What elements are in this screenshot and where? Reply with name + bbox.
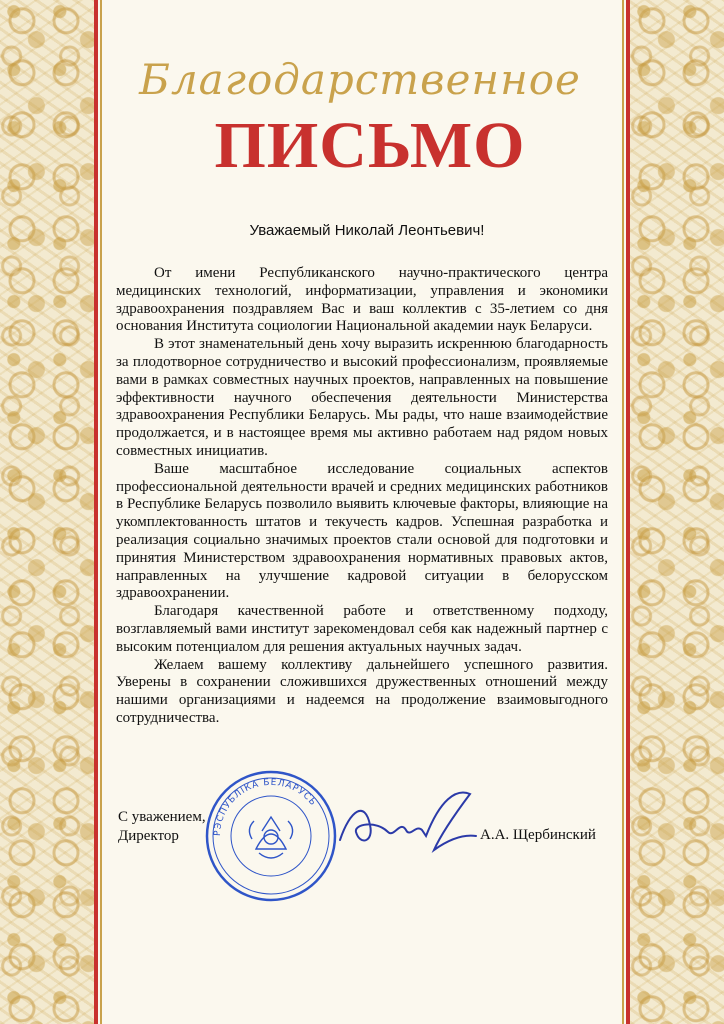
title-main: ПИСЬМО xyxy=(214,109,526,182)
letter-body xyxy=(116,265,608,728)
closing-block xyxy=(118,808,206,846)
stamp-outer-text: РЭСПУБЛІКА БЕЛАРУСЬ xyxy=(212,777,319,837)
paragraph: Желаем вашему коллективу дальнейшего успешного развития. Уверены в сохранении сложившихся дружественных отношений между нашими организациями и надеемся на продолжение взаимовыгодного сотрудничества. xyxy=(116,656,608,726)
paragraph: Ваше масштабное исследование социальных аспектов профессиональной деятельности врачей и средних медицинских работников в Республике Беларусь позволило выявить ключевые факторы, влияющие на укомплектованность штатов и текучесть кадров. Успешная разработка и реализация социально значимых проектов стали основой для подготовки и принятия Министерством здравоохранения нормативных правовых актов, направленных на улучшение кадровой ситуации в белорусском здравоохранении. xyxy=(116,460,608,602)
ornamental-border-right xyxy=(630,0,724,1024)
paragraph: Благодаря качественной работе и ответственному подходу, возглавляемый вами институт зарекомендовал себя как надежный партнер с высоким потенциалом для решения актуальных научных задач. xyxy=(116,603,608,655)
paragraph: От имени Республиканского научно-практического центра медицинских технологий, информатизации, управления и экономики здравоохранения поздравляем Вас и ваш коллектив с 35-летием со дня основания Института социологии Национальной академии наук Беларуси. xyxy=(116,265,608,335)
title-script: Благодарственное xyxy=(139,55,581,104)
closing-position: Директор xyxy=(118,828,179,844)
gold-rule-left xyxy=(100,0,102,1024)
red-rule-left xyxy=(94,0,98,1024)
ornamental-border-left xyxy=(0,0,94,1024)
official-stamp xyxy=(204,769,338,903)
gold-rule-right xyxy=(622,0,624,1024)
paragraph: В этот знаменательный день хочу выразить искреннюю благодарность за плодотворное сотрудничество и высокий профессионализм, проявляемые вами в рамках совместных научных проектов, направленных на повышение эффективности научного обеспечения деятельности Министерства здравоохранения Республики Беларусь. Мы рады, что наше взаимодействие продолжается, и в настоящее время мы активно работаем над рядом новых совместных инициатив. xyxy=(116,336,608,459)
signer-name: А.А. Щербинский xyxy=(480,827,596,843)
red-rule-right xyxy=(626,0,630,1024)
salutation: Уважаемый Николай Леонтьевич! xyxy=(249,222,485,239)
closing-regards: С уважением, xyxy=(118,809,206,825)
handwritten-signature xyxy=(330,780,480,860)
